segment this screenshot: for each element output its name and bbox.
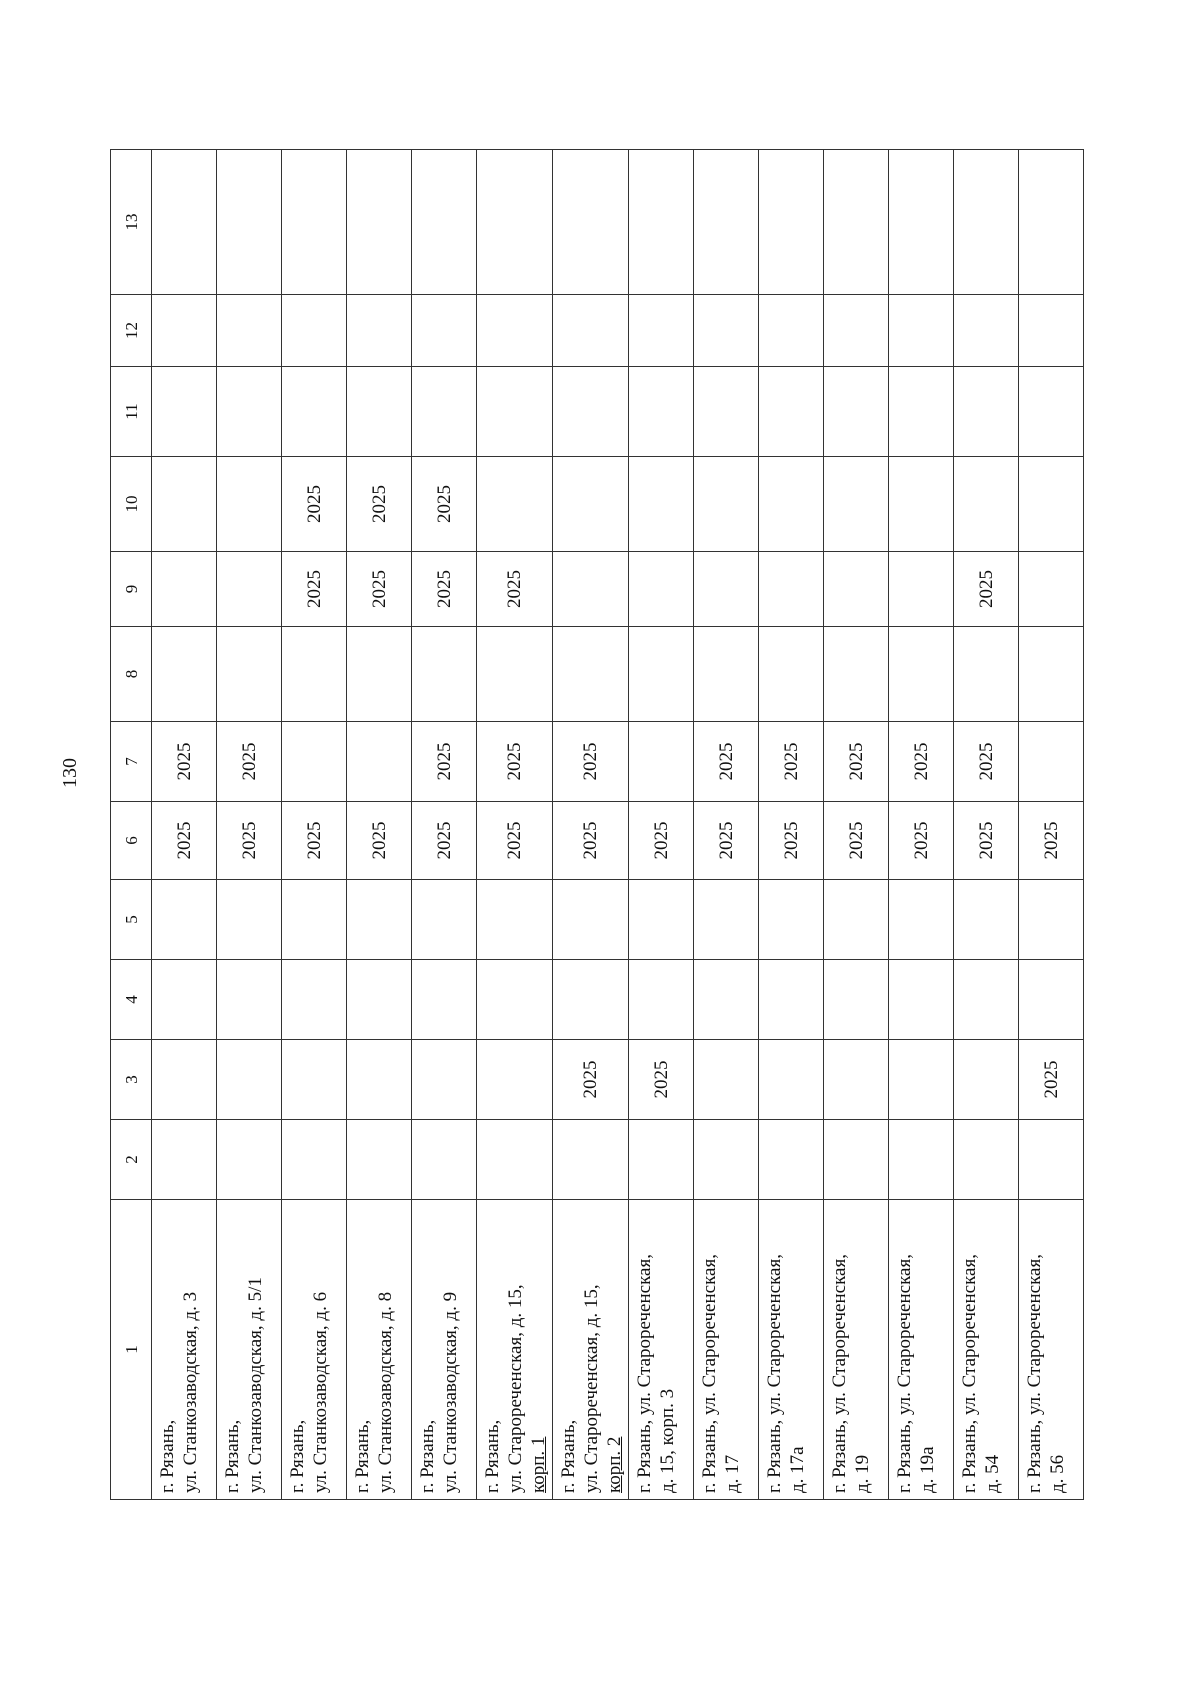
year-cell: 2025: [477, 722, 553, 802]
year-cell: [694, 367, 759, 457]
year-cell: 2025: [954, 722, 1019, 802]
table-row: [889, 150, 954, 1500]
year-cell: [759, 552, 824, 627]
address-line: д. 17а: [787, 1446, 808, 1493]
year-cell: [282, 627, 347, 722]
address-line: г. Рязань,: [482, 1419, 503, 1493]
year-cell: 2025: [282, 802, 347, 880]
year-cell: [954, 880, 1019, 960]
year-cell: [629, 722, 694, 802]
year-cell: [824, 367, 889, 457]
year-cell: [553, 960, 629, 1040]
year-cell: [1019, 960, 1084, 1040]
year-cell: [629, 457, 694, 552]
year-cell: [152, 150, 217, 295]
year-cell: [759, 150, 824, 295]
address-cell: [152, 1200, 217, 1500]
year-cell: [629, 880, 694, 960]
year-cell: [412, 880, 477, 960]
year-cell: [152, 880, 217, 960]
table-row: [412, 150, 477, 1500]
year-cell: [347, 880, 412, 960]
year-cell: [553, 295, 629, 367]
year-cell: [954, 367, 1019, 457]
year-cell: [759, 880, 824, 960]
year-cell: [553, 627, 629, 722]
year-cell: [412, 295, 477, 367]
renovation-schedule-table: [110, 149, 1084, 1500]
address-line: корп. 1: [528, 1436, 549, 1493]
year-cell: [759, 457, 824, 552]
year-cell: [759, 960, 824, 1040]
year-cell: [694, 150, 759, 295]
year-cell: [217, 1040, 282, 1120]
column-header: 6: [111, 802, 152, 880]
address-line: корп. 2: [604, 1436, 625, 1493]
year-cell: [217, 552, 282, 627]
year-cell: [694, 295, 759, 367]
column-header: 3: [111, 1040, 152, 1120]
year-cell: [889, 1120, 954, 1200]
year-cell: 2025: [282, 552, 347, 627]
year-cell: [477, 627, 553, 722]
year-cell: 2025: [412, 802, 477, 880]
address-cell: [477, 1200, 553, 1500]
year-cell: [759, 627, 824, 722]
year-cell: [412, 1120, 477, 1200]
year-cell: [347, 1040, 412, 1120]
year-cell: 2025: [824, 722, 889, 802]
year-cell: [282, 150, 347, 295]
year-cell: [412, 960, 477, 1040]
address-cell: [347, 1200, 412, 1500]
address-line: д. 19: [852, 1454, 873, 1493]
address-line: д. 19а: [917, 1446, 938, 1493]
year-cell: [889, 627, 954, 722]
year-cell: [759, 367, 824, 457]
year-cell: 2025: [889, 722, 954, 802]
year-cell: [477, 1040, 553, 1120]
year-cell: [217, 1120, 282, 1200]
address-line: ул. Станкозаводская, д. 6: [310, 1291, 331, 1493]
year-cell: 2025: [412, 552, 477, 627]
column-header: 7: [111, 722, 152, 802]
year-cell: 2025: [694, 802, 759, 880]
page-number: 130: [59, 758, 81, 788]
address-cell: [694, 1200, 759, 1500]
year-cell: [694, 627, 759, 722]
year-cell: [954, 1040, 1019, 1120]
year-cell: [477, 1120, 553, 1200]
address-line: д. 17: [722, 1454, 743, 1493]
year-cell: [347, 960, 412, 1040]
year-cell: [1019, 552, 1084, 627]
address-line: г. Рязань, ул. Старореченская,: [634, 1254, 655, 1493]
year-cell: [553, 457, 629, 552]
address-cell: [824, 1200, 889, 1500]
year-cell: [553, 367, 629, 457]
table-row: [694, 150, 759, 1500]
year-cell: [629, 552, 694, 627]
year-cell: [759, 295, 824, 367]
table-row: [152, 150, 217, 1500]
year-cell: [954, 627, 1019, 722]
year-cell: [1019, 1120, 1084, 1200]
address-line: г. Рязань,: [417, 1419, 438, 1493]
address-cell: [412, 1200, 477, 1500]
year-cell: [152, 627, 217, 722]
address-cell: [1019, 1200, 1084, 1500]
year-cell: [152, 1040, 217, 1120]
address-line: ул. Старореченская, д. 15,: [581, 1284, 602, 1493]
year-cell: 2025: [152, 802, 217, 880]
year-cell: [889, 960, 954, 1040]
year-cell: 2025: [347, 457, 412, 552]
table-row: [282, 150, 347, 1500]
year-cell: [347, 1120, 412, 1200]
year-cell: 2025: [412, 722, 477, 802]
column-header: 13: [111, 150, 152, 295]
year-cell: [629, 295, 694, 367]
year-cell: 2025: [553, 722, 629, 802]
address-line: ул. Станкозаводская, д. 9: [440, 1291, 461, 1493]
year-cell: [347, 722, 412, 802]
address-cell: [889, 1200, 954, 1500]
year-cell: 2025: [347, 802, 412, 880]
year-cell: [954, 295, 1019, 367]
year-cell: 2025: [477, 802, 553, 880]
year-cell: 2025: [629, 1040, 694, 1120]
year-cell: 2025: [412, 457, 477, 552]
year-cell: [412, 627, 477, 722]
year-cell: [477, 295, 553, 367]
address-cell: [759, 1200, 824, 1500]
address-line: г. Рязань, ул. Старореченская,: [829, 1254, 850, 1493]
column-header: 4: [111, 960, 152, 1040]
year-cell: [152, 1120, 217, 1200]
year-cell: [412, 367, 477, 457]
year-cell: [889, 880, 954, 960]
year-cell: [282, 880, 347, 960]
year-cell: [629, 627, 694, 722]
year-cell: [152, 457, 217, 552]
year-cell: 2025: [347, 552, 412, 627]
year-cell: [347, 150, 412, 295]
year-cell: [759, 1040, 824, 1120]
year-cell: [759, 1120, 824, 1200]
address-cell: [629, 1200, 694, 1500]
year-cell: [824, 1120, 889, 1200]
address-line: г. Рязань,: [558, 1419, 579, 1493]
year-cell: [694, 1040, 759, 1120]
year-cell: 2025: [477, 552, 553, 627]
year-cell: [217, 627, 282, 722]
address-cell: [217, 1200, 282, 1500]
year-cell: 2025: [282, 457, 347, 552]
year-cell: 2025: [217, 722, 282, 802]
year-cell: 2025: [694, 722, 759, 802]
address-line: д. 56: [1047, 1454, 1068, 1493]
year-cell: [553, 150, 629, 295]
address-cell: [553, 1200, 629, 1500]
year-cell: [1019, 367, 1084, 457]
year-cell: [477, 880, 553, 960]
address-line: ул. Станкозаводская, д. 3: [180, 1291, 201, 1493]
year-cell: [889, 457, 954, 552]
year-cell: [282, 1040, 347, 1120]
year-cell: [1019, 150, 1084, 295]
year-cell: 2025: [759, 722, 824, 802]
year-cell: [694, 880, 759, 960]
table-row: [217, 150, 282, 1500]
year-cell: 2025: [759, 802, 824, 880]
year-cell: [1019, 295, 1084, 367]
year-cell: 2025: [954, 802, 1019, 880]
column-header: 1: [111, 1200, 152, 1500]
year-cell: [889, 150, 954, 295]
year-cell: [824, 457, 889, 552]
year-cell: [824, 552, 889, 627]
year-cell: [1019, 722, 1084, 802]
year-cell: [152, 295, 217, 367]
year-cell: [954, 1120, 1019, 1200]
table-row: [477, 150, 553, 1500]
year-cell: 2025: [1019, 802, 1084, 880]
table-row: [347, 150, 412, 1500]
address-line: г. Рязань, ул. Старореченская,: [959, 1254, 980, 1493]
year-cell: [217, 150, 282, 295]
year-cell: 2025: [1019, 1040, 1084, 1120]
year-cell: [217, 960, 282, 1040]
year-cell: [152, 960, 217, 1040]
year-cell: [694, 1120, 759, 1200]
year-cell: [412, 150, 477, 295]
address-line: г. Рязань, ул. Старореченская,: [699, 1254, 720, 1493]
year-cell: [282, 295, 347, 367]
year-cell: [629, 960, 694, 1040]
year-cell: [152, 367, 217, 457]
column-header: 9: [111, 552, 152, 627]
year-cell: 2025: [217, 802, 282, 880]
address-line: ул. Старореченская, д. 15,: [505, 1284, 526, 1493]
year-cell: [824, 150, 889, 295]
year-cell: 2025: [553, 1040, 629, 1120]
year-cell: [824, 960, 889, 1040]
year-cell: [629, 1120, 694, 1200]
year-cell: [694, 960, 759, 1040]
year-cell: [824, 627, 889, 722]
year-cell: [694, 552, 759, 627]
address-line: д. 54: [982, 1454, 1003, 1493]
column-header: 5: [111, 880, 152, 960]
year-cell: 2025: [152, 722, 217, 802]
year-cell: [217, 295, 282, 367]
year-cell: [282, 960, 347, 1040]
address-line: г. Рязань, ул. Старореченская,: [1024, 1254, 1045, 1493]
year-cell: [954, 960, 1019, 1040]
year-cell: [889, 367, 954, 457]
address-line: ул. Станкозаводская, д. 8: [375, 1291, 396, 1493]
year-cell: [824, 880, 889, 960]
year-cell: [1019, 627, 1084, 722]
address-line: г. Рязань,: [222, 1419, 243, 1493]
year-cell: [217, 367, 282, 457]
year-cell: [553, 552, 629, 627]
address-line: ул. Станкозаводская, д. 5/1: [245, 1277, 266, 1493]
column-header: 2: [111, 1120, 152, 1200]
year-cell: [282, 367, 347, 457]
year-cell: [954, 150, 1019, 295]
table-row: [1019, 150, 1084, 1500]
year-cell: [477, 960, 553, 1040]
address-cell: [282, 1200, 347, 1500]
year-cell: [629, 150, 694, 295]
year-cell: 2025: [824, 802, 889, 880]
year-cell: [629, 367, 694, 457]
year-cell: [282, 722, 347, 802]
year-cell: [889, 552, 954, 627]
address-cell: [954, 1200, 1019, 1500]
year-cell: [412, 1040, 477, 1120]
address-line: г. Рязань,: [287, 1419, 308, 1493]
rotated-sheet: [110, 150, 1068, 1500]
year-cell: 2025: [553, 802, 629, 880]
year-cell: [694, 457, 759, 552]
year-cell: [477, 457, 553, 552]
table-row: [954, 150, 1019, 1500]
address-line: д. 15, корп. 3: [657, 1388, 678, 1493]
year-cell: 2025: [954, 552, 1019, 627]
year-cell: [152, 552, 217, 627]
year-cell: [553, 880, 629, 960]
column-header: 12: [111, 295, 152, 367]
table-row: [824, 150, 889, 1500]
year-cell: 2025: [629, 802, 694, 880]
year-cell: [217, 880, 282, 960]
year-cell: [824, 295, 889, 367]
address-line: г. Рязань, ул. Старореченская,: [894, 1254, 915, 1493]
year-cell: [1019, 880, 1084, 960]
year-cell: [553, 1120, 629, 1200]
year-cell: [889, 1040, 954, 1120]
header-row: [111, 150, 152, 1500]
year-cell: [477, 367, 553, 457]
year-cell: [1019, 457, 1084, 552]
table-row: [759, 150, 824, 1500]
year-cell: [347, 295, 412, 367]
column-header: 8: [111, 627, 152, 722]
column-header: 11: [111, 367, 152, 457]
year-cell: [217, 457, 282, 552]
address-line: г. Рязань,: [157, 1419, 178, 1493]
year-cell: [824, 1040, 889, 1120]
address-line: г. Рязань,: [352, 1419, 373, 1493]
year-cell: [282, 1120, 347, 1200]
table-row: [553, 150, 629, 1500]
address-line: г. Рязань, ул. Старореченская,: [764, 1254, 785, 1493]
year-cell: [347, 367, 412, 457]
table-row: [629, 150, 694, 1500]
year-cell: 2025: [889, 802, 954, 880]
year-cell: [347, 627, 412, 722]
year-cell: [954, 457, 1019, 552]
year-cell: [889, 295, 954, 367]
column-header: 10: [111, 457, 152, 552]
year-cell: [477, 150, 553, 295]
